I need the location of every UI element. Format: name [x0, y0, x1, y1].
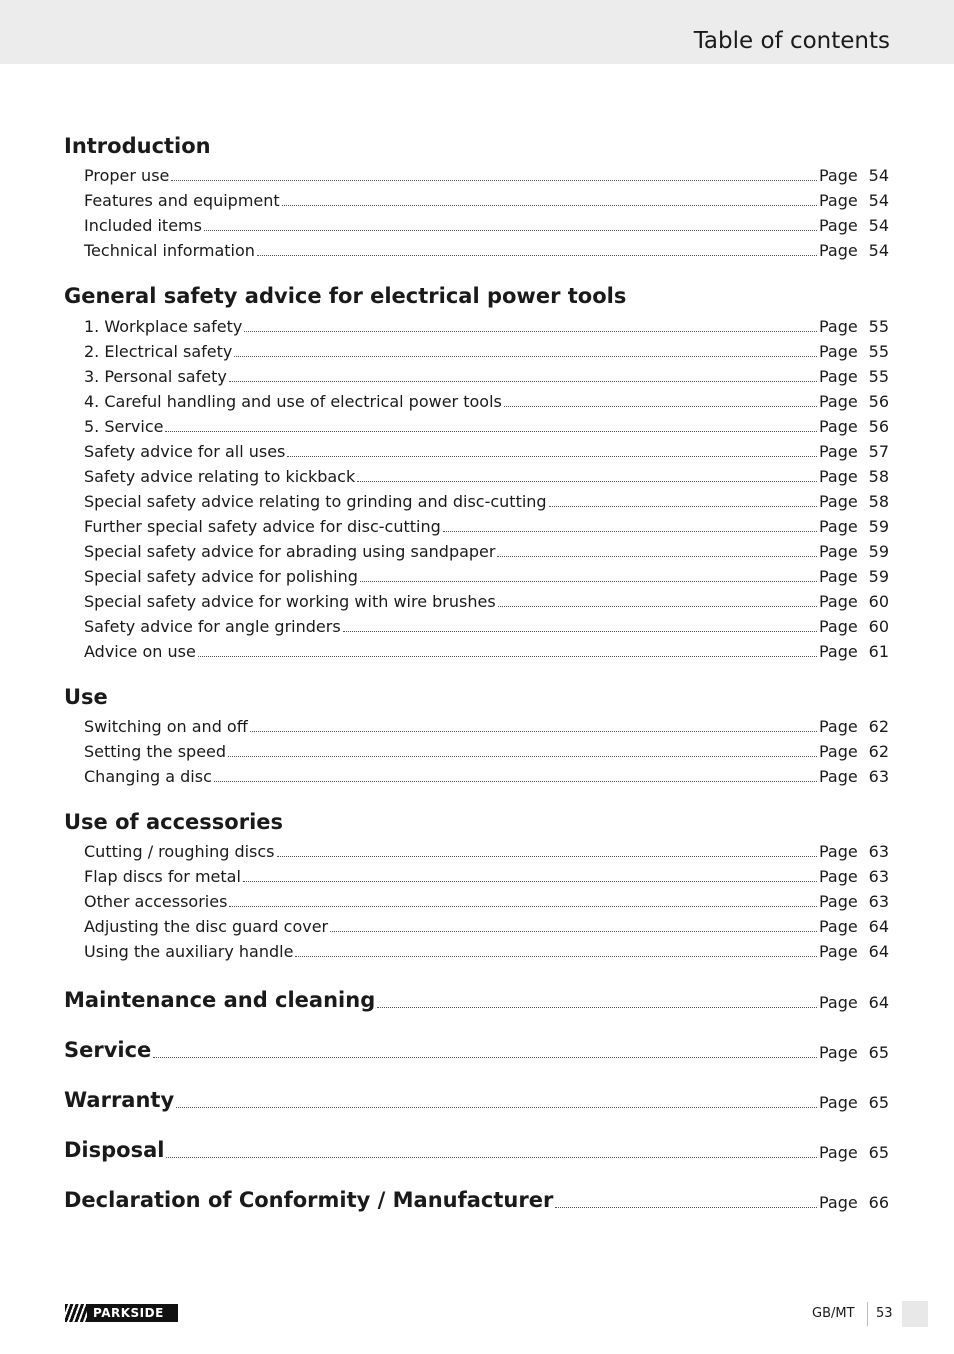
toc-entry-label: Safety advice for all uses	[84, 442, 286, 461]
page-number: 56	[868, 392, 889, 411]
page-reference	[819, 392, 889, 411]
toc-entry-label: Changing a disc	[84, 767, 212, 786]
toc-entry-label: Features and equipment	[84, 191, 280, 210]
page-reference	[819, 166, 889, 185]
page-reference	[819, 467, 889, 486]
toc-main-entry[interactable]	[64, 984, 889, 1012]
dot-leader	[282, 204, 817, 206]
page-number: 59	[868, 567, 889, 586]
dot-leader	[357, 480, 817, 482]
page-word: Page	[819, 842, 858, 861]
page-reference	[819, 567, 889, 586]
dot-leader	[153, 1056, 817, 1058]
logo-stripes-icon	[65, 1304, 87, 1322]
toc-entry-label: 1. Workplace safety	[84, 317, 243, 336]
page-word: Page	[819, 542, 858, 561]
page-reference	[819, 993, 889, 1012]
dot-leader	[166, 1156, 817, 1158]
page-number: 62	[868, 742, 889, 761]
toc-entry-label: 3. Personal safety	[84, 367, 227, 386]
page-reference	[819, 892, 889, 911]
toc-entry[interactable]	[84, 439, 889, 461]
toc-entry[interactable]	[84, 188, 889, 210]
toc-entry-label: Safety advice relating to kickback	[84, 467, 356, 486]
toc-entry[interactable]	[84, 163, 889, 185]
page-reference	[819, 842, 889, 861]
toc-main-entry[interactable]	[64, 1134, 889, 1162]
toc-entry[interactable]	[84, 864, 889, 886]
toc-entry-label: 4. Careful handling and use of electrical power tools	[84, 392, 502, 411]
page-word: Page	[819, 1193, 858, 1212]
page-number: 63	[868, 892, 889, 911]
page-reference	[819, 542, 889, 561]
page-reference	[819, 1193, 889, 1212]
page-reference	[819, 241, 889, 260]
toc-entry[interactable]	[84, 564, 889, 586]
toc-entry[interactable]	[84, 364, 889, 386]
toc-main-entry-label: Declaration of Conformity / Manufacturer	[64, 1188, 554, 1212]
page-number: 55	[868, 367, 889, 386]
page-reference	[819, 1143, 889, 1162]
page-title: Table of contents	[693, 28, 890, 54]
toc-entry[interactable]	[84, 639, 889, 661]
page-reference	[819, 317, 889, 336]
section-heading: Introduction	[64, 134, 211, 158]
page-word: Page	[819, 1043, 858, 1062]
toc-entry-label: Flap discs for metal	[84, 867, 241, 886]
page-number: 54	[868, 241, 889, 260]
toc-entry[interactable]	[84, 489, 889, 511]
toc-main-entry-label: Service	[64, 1038, 152, 1062]
toc-entry[interactable]	[84, 839, 889, 861]
page-word: Page	[819, 892, 858, 911]
page-word: Page	[819, 567, 858, 586]
section-heading: General safety advice for electrical power tools	[64, 284, 627, 308]
dot-leader	[198, 655, 817, 657]
page-reference	[819, 717, 889, 736]
section-heading: Use	[64, 685, 108, 709]
page-reference	[819, 442, 889, 461]
page-number: 64	[868, 917, 889, 936]
toc-entry-label: Special safety advice for working with wire brushes	[84, 592, 496, 611]
page-reference	[819, 742, 889, 761]
dot-leader	[295, 955, 817, 957]
page-reference	[819, 942, 889, 961]
page-reference	[819, 1093, 889, 1112]
toc-entry[interactable]	[84, 614, 889, 636]
page-number: 65	[868, 1143, 889, 1162]
page-number: 65	[868, 1043, 889, 1062]
page-word: Page	[819, 517, 858, 536]
page-reference	[819, 767, 889, 786]
page-number: 59	[868, 517, 889, 536]
dot-leader	[555, 1206, 817, 1208]
toc-main-entry-label: Warranty	[64, 1088, 175, 1112]
dot-leader	[204, 229, 817, 231]
page-reference	[819, 417, 889, 436]
dot-leader	[244, 330, 817, 332]
toc-entry-label: 2. Electrical safety	[84, 342, 233, 361]
toc-entry-label: 5. Service	[84, 417, 164, 436]
dot-leader	[165, 430, 817, 432]
page-number: 54	[868, 216, 889, 235]
dot-leader	[443, 530, 817, 532]
dot-leader	[498, 605, 817, 607]
toc-entry-label: Using the auxiliary handle	[84, 942, 294, 961]
page-word: Page	[819, 367, 858, 386]
page-number: 64	[868, 993, 889, 1012]
toc-entry-label: Advice on use	[84, 642, 196, 661]
toc-entry-label: Safety advice for angle grinders	[84, 617, 341, 636]
page-reference	[819, 342, 889, 361]
dot-leader	[287, 455, 817, 457]
toc-entry[interactable]	[84, 238, 889, 260]
toc-entry[interactable]	[84, 213, 889, 235]
toc-entry[interactable]	[84, 539, 889, 561]
page-number: 63	[868, 767, 889, 786]
toc-entry[interactable]	[84, 739, 889, 761]
page-word: Page	[819, 1093, 858, 1112]
dot-leader	[176, 1106, 817, 1108]
page-number: 55	[868, 317, 889, 336]
page-number: 60	[868, 592, 889, 611]
toc-entry-label: Proper use	[84, 166, 170, 185]
toc-entry-label: Special safety advice for abrading using sandpaper	[84, 542, 496, 561]
toc-entry-label: Included items	[84, 216, 202, 235]
page-word: Page	[819, 417, 858, 436]
toc-entry-label: Switching on and off	[84, 717, 248, 736]
page-word: Page	[819, 942, 858, 961]
dot-leader	[171, 179, 817, 181]
page-word: Page	[819, 166, 858, 185]
footer-page-number: 53	[876, 1306, 893, 1321]
page-word: Page	[819, 442, 858, 461]
page-reference	[819, 592, 889, 611]
dot-leader	[330, 930, 817, 932]
page-word: Page	[819, 216, 858, 235]
dot-leader	[228, 755, 817, 757]
page-number: 62	[868, 717, 889, 736]
dot-leader	[214, 780, 817, 782]
toc-entry[interactable]	[84, 464, 889, 486]
page-reference	[819, 492, 889, 511]
page-reference	[819, 917, 889, 936]
toc-entry-label: Other accessories	[84, 892, 228, 911]
page-word: Page	[819, 317, 858, 336]
page-number: 63	[868, 842, 889, 861]
dot-leader	[229, 380, 817, 382]
toc-main-entry-label: Maintenance and cleaning	[64, 988, 376, 1012]
brand-name: PARKSIDE	[93, 1306, 164, 1320]
toc-entry-label: Technical information	[84, 241, 255, 260]
toc-entry[interactable]	[84, 889, 889, 911]
toc-entry-label: Special safety advice for polishing	[84, 567, 358, 586]
page-number: 63	[868, 867, 889, 886]
page-word: Page	[819, 467, 858, 486]
toc-entry[interactable]	[84, 714, 889, 736]
dot-leader	[243, 880, 817, 882]
section-heading: Use of accessories	[64, 810, 284, 834]
page-number: 58	[868, 492, 889, 511]
toc-main-entry-label: Disposal	[64, 1138, 165, 1162]
page-number: 54	[868, 191, 889, 210]
toc-entry[interactable]	[84, 939, 889, 961]
page-number: 60	[868, 617, 889, 636]
page-word: Page	[819, 867, 858, 886]
dot-leader	[549, 505, 817, 507]
page-reference	[819, 867, 889, 886]
page-word: Page	[819, 617, 858, 636]
page-number: 54	[868, 166, 889, 185]
page-reference	[819, 216, 889, 235]
page-word: Page	[819, 993, 858, 1012]
parkside-logo	[65, 1304, 178, 1322]
dot-leader	[360, 580, 817, 582]
header-band	[0, 0, 954, 64]
footer-divider	[867, 1302, 868, 1326]
toc-main-entry[interactable]	[64, 1034, 889, 1062]
page-number: 55	[868, 342, 889, 361]
footer-tab-marker	[902, 1301, 928, 1327]
page-reference	[819, 617, 889, 636]
toc-entry[interactable]	[84, 764, 889, 786]
page-word: Page	[819, 191, 858, 210]
page-word: Page	[819, 342, 858, 361]
toc-entry-label: Special safety advice relating to grinding and disc-cutting	[84, 492, 547, 511]
page-reference	[819, 367, 889, 386]
toc-entry-label: Setting the speed	[84, 742, 227, 761]
page-reference	[819, 517, 889, 536]
page-word: Page	[819, 592, 858, 611]
toc-entry[interactable]	[84, 339, 889, 361]
dot-leader	[377, 1006, 817, 1008]
page-reference	[819, 191, 889, 210]
page-number: 61	[868, 642, 889, 661]
toc-entry-label: Cutting / roughing discs	[84, 842, 275, 861]
dot-leader	[257, 254, 817, 256]
page-number: 64	[868, 942, 889, 961]
page-number: 58	[868, 467, 889, 486]
page-number: 56	[868, 417, 889, 436]
page-number: 65	[868, 1093, 889, 1112]
toc-entry[interactable]	[84, 589, 889, 611]
page-number: 59	[868, 542, 889, 561]
toc-entry[interactable]	[84, 389, 889, 411]
page-word: Page	[819, 241, 858, 260]
page-word: Page	[819, 917, 858, 936]
footer-region-code: GB/MT	[812, 1306, 855, 1321]
page-reference	[819, 642, 889, 661]
toc-entry[interactable]	[84, 414, 889, 436]
toc-main-entry[interactable]	[64, 1084, 889, 1112]
toc-main-entry[interactable]	[64, 1184, 889, 1212]
page-word: Page	[819, 767, 858, 786]
page-word: Page	[819, 717, 858, 736]
dot-leader	[229, 905, 817, 907]
dot-leader	[497, 555, 817, 557]
page-reference	[819, 1043, 889, 1062]
page-word: Page	[819, 1143, 858, 1162]
page-word: Page	[819, 392, 858, 411]
page-word: Page	[819, 742, 858, 761]
toc-entry[interactable]	[84, 514, 889, 536]
dot-leader	[277, 855, 817, 857]
toc-entry-label: Adjusting the disc guard cover	[84, 917, 329, 936]
dot-leader	[250, 730, 817, 732]
toc-entry[interactable]	[84, 914, 889, 936]
page-word: Page	[819, 492, 858, 511]
dot-leader	[504, 405, 817, 407]
dot-leader	[343, 630, 817, 632]
page-number: 57	[868, 442, 889, 461]
toc-entry[interactable]	[84, 314, 889, 336]
page-word: Page	[819, 642, 858, 661]
page-number: 66	[868, 1193, 889, 1212]
dot-leader	[234, 355, 817, 357]
toc-entry-label: Further special safety advice for disc-cutting	[84, 517, 441, 536]
